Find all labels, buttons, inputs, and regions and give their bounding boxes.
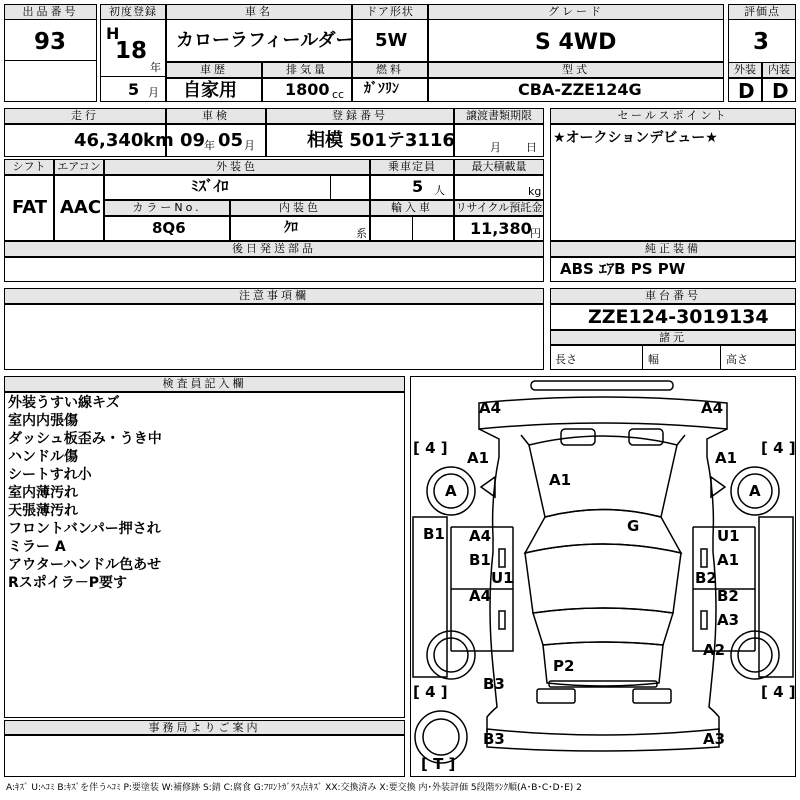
inspection-month: 05 <box>218 130 244 151</box>
sales-point-label: セールスポイント <box>550 108 796 124</box>
transfer-month: 月 <box>490 141 501 154</box>
mark-left-rear-door: A4 <box>469 587 492 605</box>
int-color-box <box>230 216 370 241</box>
exterior-label: 外装 <box>728 62 762 78</box>
sales-point-text: ★オークションデビュー★ <box>553 130 718 146</box>
mark-right-rear-door: A3 <box>717 611 740 629</box>
plate-label: 登録番号 <box>266 108 454 124</box>
exterior-score: D <box>738 79 755 103</box>
specs-label: 諸元 <box>550 330 796 345</box>
remark-line: ハンドル傷 <box>8 449 78 465</box>
car-diagram <box>410 376 796 777</box>
history: 自家用 <box>183 80 237 101</box>
color-no-label: カラーNo. <box>104 200 230 216</box>
later-parts-box <box>4 257 544 282</box>
tire-depth-fl: [ 4 ] <box>413 439 448 457</box>
grade: S 4WD <box>535 30 617 55</box>
inspection-label: 車検 <box>166 108 266 124</box>
door-type: 5W <box>375 30 408 51</box>
chassis-label: 車台番号 <box>550 288 796 304</box>
remark-line: アウターハンドル色あせ <box>8 557 162 573</box>
shift-label: シフト <box>4 159 54 175</box>
ext-color-label: 外装色 <box>104 159 370 175</box>
remark-line: ダッシュ板歪み・うき中 <box>8 431 162 447</box>
mark-left-sill: B1 <box>423 525 445 543</box>
first-registration-label: 初度登録 <box>100 4 166 20</box>
specs-box <box>550 345 796 370</box>
office-box <box>4 735 405 777</box>
spec-height: 高さ <box>726 353 748 366</box>
mark-center-u: U1 <box>491 569 514 587</box>
plate-number: 相模 501テ3116 <box>307 130 455 151</box>
mark-left-rear-quarter: B3 <box>483 675 505 693</box>
mark-windshield: G <box>627 517 640 535</box>
era: H <box>106 24 120 43</box>
genuine-equipment-label: 純正装備 <box>550 241 796 257</box>
mark-front-right-corner: A4 <box>701 399 724 417</box>
tire-depth-rr: [ 4 ] <box>761 683 796 701</box>
air-conditioner: AAC <box>60 197 102 218</box>
capacity-unit: 人 <box>434 184 445 197</box>
genuine-equipment: ABS ｴｱB PS PW <box>560 260 686 278</box>
mark-right-rear-door-b: B2 <box>717 587 739 605</box>
mark-right-quarter: A2 <box>703 641 726 659</box>
reg-year: 18 <box>115 38 148 64</box>
chassis-number: ZZE124-3019134 <box>588 306 769 328</box>
mark-rear-left: B3 <box>483 730 505 748</box>
reg-year-unit: 年 <box>150 61 161 74</box>
remark-line: 室内内張傷 <box>8 413 78 429</box>
displacement-label: 排気量 <box>262 62 352 78</box>
mark-right-front-door: A1 <box>717 551 740 569</box>
later-parts-label: 後日発送部品 <box>4 241 544 257</box>
mark-right-door-top: U1 <box>717 527 740 545</box>
recycle-label: リサイクル預託金 <box>455 201 543 214</box>
spec-length: 長さ <box>555 353 577 366</box>
inspection-year-unit: 年 <box>204 139 215 152</box>
mark-hood: A1 <box>549 471 572 489</box>
spec-width: 幅 <box>648 353 659 366</box>
displacement: 1800 <box>285 80 330 99</box>
remarks-list <box>8 394 400 592</box>
lot-number: 93 <box>34 29 67 55</box>
inspector-label: 検査員記入欄 <box>4 376 405 392</box>
mark-left-front-door-a: A4 <box>469 527 492 545</box>
remark-line: ミラー A <box>8 539 66 555</box>
remark-line: 外装うすい線キズ <box>8 395 120 411</box>
remark-line: シートすれ小 <box>8 467 92 483</box>
office-label: 事務局よりご案内 <box>4 720 405 735</box>
shift: FAT <box>12 197 48 218</box>
car-name: カローラフィールダー <box>176 30 354 51</box>
mark-front-left-corner: A4 <box>479 399 502 417</box>
capacity: 5 <box>412 177 424 196</box>
lot-label: 出品番号 <box>4 4 97 20</box>
mileage-unit: km <box>143 130 174 151</box>
legend: A:ｷｽﾞ U:ﾍｺﾐ B:ｷｽﾞを伴うﾍｺﾐ P:要塗装 W:補修跡 S:錆 C:腐食 G:ﾌﾛﾝﾄｶﾞﾗｽ点ｷｽﾞ XX:交換済み X:要交換 内･外装評価 5段階ﾗﾝｸ順(A･B･C･D･E) 2 <box>6 783 582 793</box>
mark-left-fender: A1 <box>467 449 490 467</box>
interior-label: 内装 <box>762 62 796 78</box>
remark-line: Rスポイラ－P要す <box>8 575 128 591</box>
remark-line: 天張薄汚れ <box>8 503 78 519</box>
reg-month-unit: 月 <box>148 86 159 99</box>
reg-month: 5 <box>128 80 140 99</box>
capacity-label: 乗車定員 <box>370 159 454 175</box>
mark-left-front-wheel: A <box>445 482 457 500</box>
car-outline <box>411 377 795 776</box>
remark-line: 室内薄汚れ <box>8 485 78 501</box>
mileage: 46,340 <box>74 130 144 151</box>
transfer-day: 日 <box>526 141 537 154</box>
tire-depth-rl: [ 4 ] <box>413 683 448 701</box>
ac-label: エアコン <box>54 159 104 175</box>
load-label: 最大積載量 <box>454 159 544 175</box>
notes-label: 注意事項欄 <box>4 288 544 304</box>
score-label: 評価点 <box>728 4 796 20</box>
spare-tire-mark: [ T ] <box>421 755 456 773</box>
mark-roof-rear: P2 <box>553 657 575 675</box>
grade-label: グレード <box>428 4 724 20</box>
int-color-label: 内装色 <box>230 200 370 216</box>
color-no: 8Q6 <box>152 219 186 237</box>
displacement-unit: cc <box>332 88 345 101</box>
fuel: ｶﾞｿﾘﾝ <box>364 81 399 97</box>
score: 3 <box>753 29 770 55</box>
notes-box <box>4 304 544 370</box>
mark-left-front-door-b: B1 <box>469 551 491 569</box>
recycle-fee: 11,380 <box>470 219 532 238</box>
tire-depth-fr: [ 4 ] <box>761 439 796 457</box>
import-label: 輸入車 <box>370 200 454 216</box>
recycle-unit: 円 <box>530 227 541 240</box>
interior-score: D <box>772 79 789 103</box>
inspection-month-unit: 月 <box>244 139 255 152</box>
fuel-label: 燃料 <box>352 62 428 78</box>
mark-right-b: B2 <box>695 569 717 587</box>
mark-rear-right: A3 <box>703 730 726 748</box>
model-code-label: 型式 <box>428 62 724 78</box>
mileage-label: 走行 <box>4 108 166 124</box>
inspection-year: 09 <box>180 130 206 151</box>
history-label: 車歴 <box>166 62 262 78</box>
int-color-suffix: 系 <box>356 227 367 240</box>
door-label: ドア形状 <box>352 4 428 20</box>
int-color: ｸﾛ <box>284 220 298 236</box>
remark-line: フロントバンパー押され <box>8 521 161 537</box>
car-name-label: 車名 <box>166 4 352 20</box>
mark-right-front-wheel: A <box>749 482 761 500</box>
mark-right-fender: A1 <box>715 449 738 467</box>
model-code: CBA-ZZE124G <box>518 80 642 99</box>
ext-color: ﾐｽﾞｲﾛ <box>191 177 229 195</box>
transfer-deadline-label: 譲渡書類期限 <box>454 108 544 124</box>
load-unit: kg <box>528 185 542 198</box>
